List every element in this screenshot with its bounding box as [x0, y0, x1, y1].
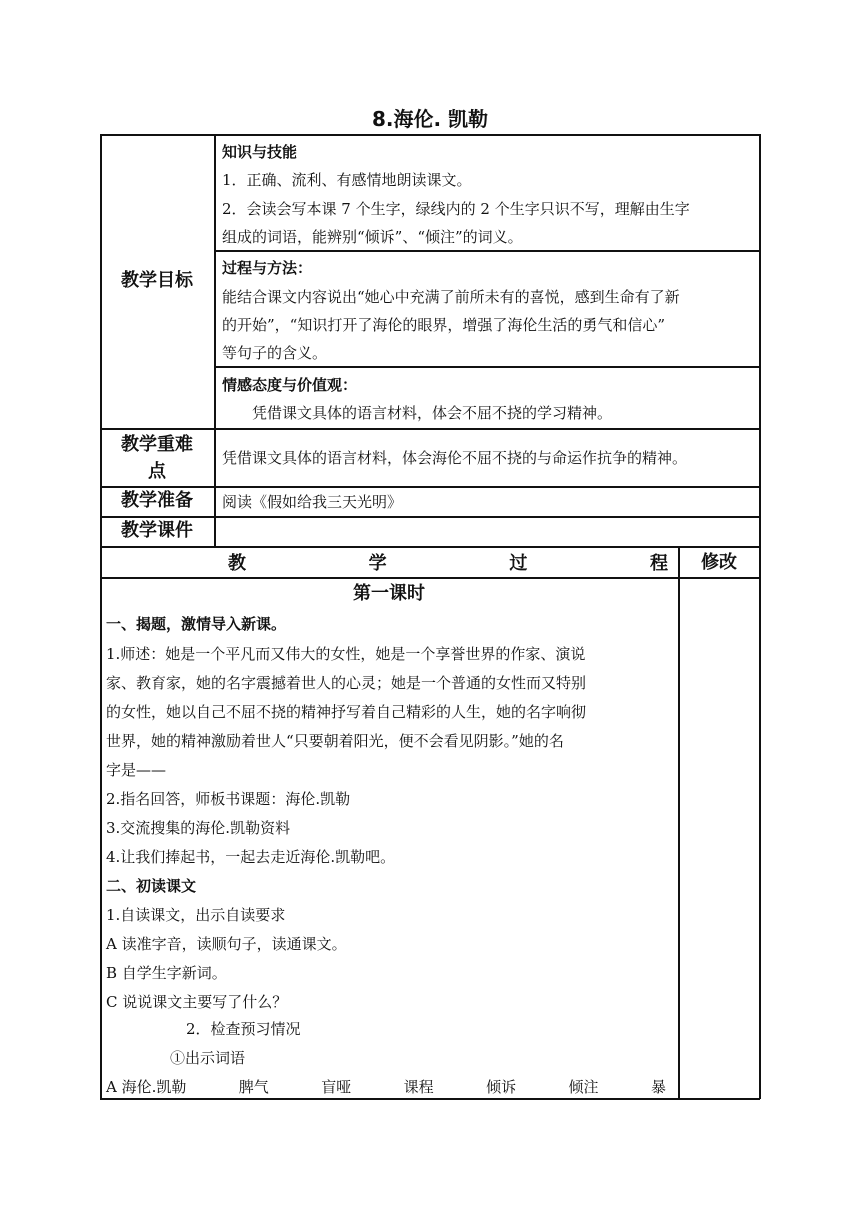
word-1: A 海伦.凯勒	[106, 1078, 187, 1096]
process-char-1: 教	[228, 553, 246, 574]
preparation-label: 教学准备	[121, 490, 193, 511]
read-a: A 读准字音，读顺句子，读通课文。	[106, 935, 347, 953]
emotion-heading: 情感态度与价值观：	[222, 376, 358, 394]
knowledge-line-1: 1．正确、流利、有感情地朗读课文。	[222, 171, 472, 189]
lesson-title: 第一课时	[353, 583, 425, 604]
section-2-heading: 二、初读课文	[106, 877, 197, 895]
word-4: 课程	[403, 1078, 434, 1096]
revise-header: 修改	[701, 552, 737, 573]
key-points-label-line-2: 点	[148, 461, 166, 482]
item-2: 2.指名回答，师板书课题：海伦.凯勒	[106, 790, 351, 808]
item-4: 4.让我们捧起书，一起去走近海伦.凯勒吧。	[106, 848, 396, 866]
process-heading: 过程与方法：	[222, 259, 313, 277]
word-6: 倾注	[568, 1078, 599, 1096]
courseware-label: 教学课件	[121, 520, 193, 541]
word-2: 脾气	[238, 1078, 269, 1096]
process-header	[228, 553, 668, 575]
goals-label: 教学目标	[121, 270, 193, 291]
section-1-heading: 一、揭题，激情导入新课。	[106, 615, 287, 633]
knowledge-line-2: 2．会读会写本课 7 个生字，绿线内的 2 个生字只识不写，理解由生字	[222, 200, 690, 218]
word-3: 盲哑	[321, 1078, 352, 1096]
item-3: 3.交流搜集的海伦.凯勒资料	[106, 819, 291, 837]
read-b: B 自学生字新词。	[106, 964, 227, 982]
process-char-3: 过	[509, 553, 528, 574]
process-char-2: 学	[368, 553, 387, 574]
process-line-3: 等句子的含义。	[222, 344, 328, 362]
word-list	[106, 1072, 666, 1102]
process-line-1: 能结合课文内容说出“她心中充满了前所未有的喜悦，感到生命有了新	[222, 288, 680, 306]
para-1-line-5: 字是——	[106, 761, 167, 779]
para-1-line-4: 世界，她的精神激励着世人“只要朝着阳光，便不会看见阴影。”她的名	[106, 732, 564, 750]
para-1-line-2: 家、教育家，她的名字震撼着世人的心灵；她是一个普通的女性而又特别	[106, 674, 587, 692]
key-points-content: 凭借课文具体的语言材料，体会海伦不屈不挠的与命运作抗争的精神。	[222, 449, 688, 467]
words-intro: ①出示词语	[170, 1049, 246, 1067]
para-1-line-3: 的女性，她以自己不屈不挠的精神抒写着自己精彩的人生，她的名字响彻	[106, 703, 587, 721]
read-c: C 说说课文主要写了什么？	[106, 993, 288, 1011]
word-7: 暴	[650, 1078, 666, 1096]
page-title: 8.海伦. 凯勒	[371, 107, 489, 131]
knowledge-line-3: 组成的词语，能辨别“倾诉”、“倾注”的词义。	[222, 228, 523, 246]
read-1: 1.自读课文，出示自读要求	[106, 906, 286, 924]
key-points-label-line-1: 教学重难	[121, 434, 193, 455]
knowledge-heading: 知识与技能	[222, 143, 298, 161]
process-line-2: 的开始”，“知识打开了海伦的眼界，增强了海伦生活的勇气和信心”	[222, 316, 666, 334]
process-char-4: 程	[649, 553, 668, 574]
emotion-line: 凭借课文具体的语言材料，体会不屈不挠的学习精神。	[252, 404, 613, 422]
word-5: 倾诉	[486, 1078, 517, 1096]
para-1-line-1: 1.师述：她是一个平凡而又伟大的女性，她是一个享誉世界的作家、演说	[106, 645, 586, 663]
preparation-content: 阅读《假如给我三天光明》	[222, 493, 403, 511]
check-preview: 2．检查预习情况	[186, 1020, 301, 1038]
